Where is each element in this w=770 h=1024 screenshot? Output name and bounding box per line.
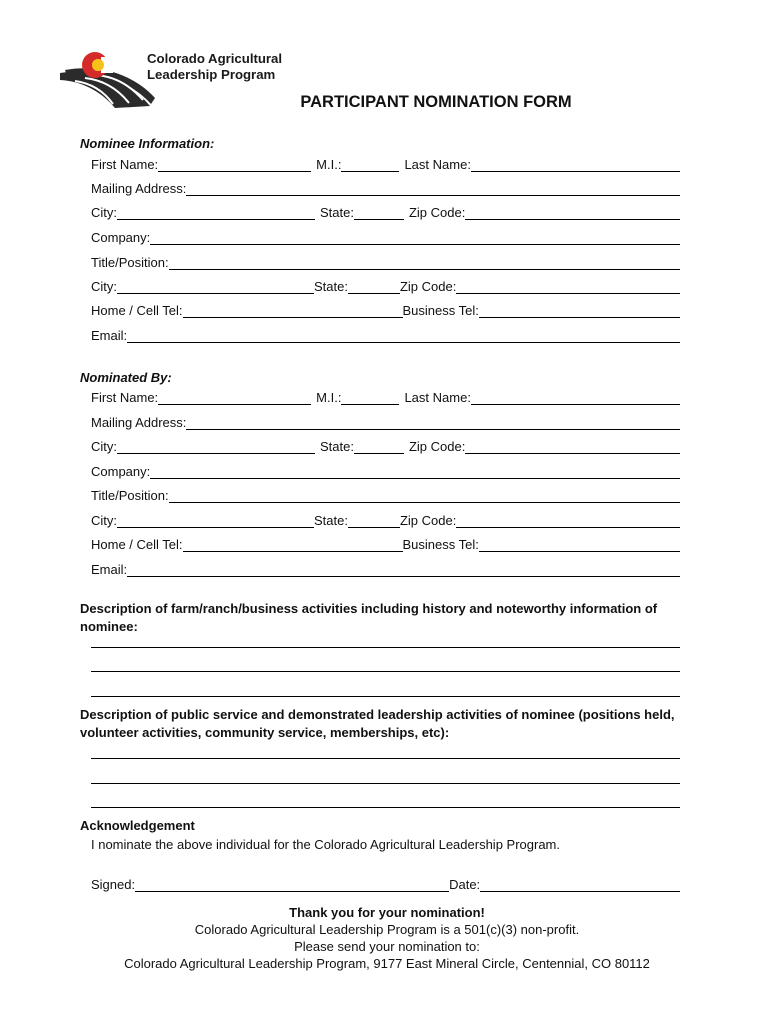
email-label: Email: <box>91 328 128 343</box>
home-cell-label: Home / Cell Tel: <box>91 303 183 318</box>
nominee-city2-field[interactable] <box>117 279 314 294</box>
nominator-business-tel-field[interactable] <box>479 537 680 552</box>
nominee-mailing-field[interactable] <box>186 181 680 196</box>
nominee-company-row <box>91 227 680 245</box>
farm-ranch-answer-line[interactable] <box>91 671 680 672</box>
nominator-city2-row <box>91 510 680 528</box>
nominee-phone-row <box>91 300 680 318</box>
org-name-line1: Colorado Agricultural <box>147 51 283 66</box>
nominator-zip-field[interactable] <box>465 439 680 454</box>
org-name-line2: Leadership Program <box>147 67 276 82</box>
nominator-company-row <box>91 461 680 479</box>
company-label: Company: <box>91 464 151 479</box>
signature-row <box>91 874 680 892</box>
nominator-email-row <box>91 559 680 577</box>
home-cell-label: Home / Cell Tel: <box>91 537 183 552</box>
farm-ranch-description-prompt: Description of farm/ranch/business activities including history and noteworthy information of nominee: <box>80 601 658 634</box>
public-service-answer-line[interactable] <box>91 758 680 759</box>
nominee-mailing-row <box>91 178 680 196</box>
first-name-label: First Name: <box>91 390 159 405</box>
org-name <box>147 51 282 83</box>
form-title: PARTICIPANT NOMINATION FORM <box>300 93 572 111</box>
nonprofit-text: Colorado Agricultural Leadership Program is a 501(c)(3) non-profit. <box>194 922 580 937</box>
signed-label: Signed: <box>91 877 136 892</box>
last-name-label: Last Name: <box>404 390 471 405</box>
nominee-first-name-field[interactable] <box>158 157 311 172</box>
nominee-mi-field[interactable] <box>341 157 399 172</box>
city-label: City: <box>91 513 117 528</box>
title-position-label: Title/Position: <box>91 488 169 503</box>
first-name-label: First Name: <box>91 157 159 172</box>
signature-field[interactable] <box>135 877 449 892</box>
nominator-city-field[interactable] <box>117 439 315 454</box>
state-label: State: <box>320 439 354 454</box>
business-tel-label: Business Tel: <box>402 303 479 318</box>
nominee-title-row <box>91 252 680 270</box>
nominator-title-field[interactable] <box>169 488 680 503</box>
zip-label: Zip Code: <box>408 205 466 220</box>
nominator-home-cell-field[interactable] <box>183 537 403 552</box>
nominee-heading: Nominee Information: <box>80 136 215 151</box>
mi-label: M.I.: <box>316 157 342 172</box>
nominee-city-row <box>91 202 680 220</box>
city-label: City: <box>91 205 117 220</box>
nominee-city2-row <box>91 276 680 294</box>
last-name-label: Last Name: <box>404 157 471 172</box>
nominee-title-field[interactable] <box>169 255 680 270</box>
nominator-phone-row <box>91 534 680 552</box>
nominator-state2-field[interactable] <box>348 513 400 528</box>
date-label: Date: <box>449 877 481 892</box>
city-label: City: <box>91 279 117 294</box>
nominator-heading: Nominated By: <box>80 370 172 385</box>
nominee-last-name-field[interactable] <box>471 157 680 172</box>
zip-label: Zip Code: <box>399 513 457 528</box>
nominator-zip2-field[interactable] <box>456 513 680 528</box>
nominee-business-tel-field[interactable] <box>479 303 680 318</box>
public-service-answer-line[interactable] <box>91 807 680 808</box>
nominator-company-field[interactable] <box>150 464 680 479</box>
nominator-email-field[interactable] <box>127 562 680 577</box>
mailing-label: Mailing Address: <box>91 415 187 430</box>
nominee-name-row <box>91 154 680 172</box>
nominator-title-row <box>91 485 680 503</box>
thank-you-text: Thank you for your nomination! <box>289 905 485 920</box>
nominator-mailing-row <box>91 412 680 430</box>
date-field[interactable] <box>480 877 680 892</box>
nominee-email-field[interactable] <box>127 328 680 343</box>
mailing-label: Mailing Address: <box>91 181 187 196</box>
state-label: State: <box>314 513 348 528</box>
nominee-city-field[interactable] <box>117 205 315 220</box>
business-tel-label: Business Tel: <box>402 537 479 552</box>
email-label: Email: <box>91 562 128 577</box>
farm-ranch-answer-line[interactable] <box>91 696 680 697</box>
nominee-state2-field[interactable] <box>348 279 400 294</box>
nominator-last-name-field[interactable] <box>471 390 680 405</box>
nominee-home-cell-field[interactable] <box>183 303 403 318</box>
nominee-zip2-field[interactable] <box>456 279 680 294</box>
zip-label: Zip Code: <box>408 439 466 454</box>
acknowledgement-heading: Acknowledgement <box>80 818 195 833</box>
nominator-city2-field[interactable] <box>117 513 314 528</box>
company-label: Company: <box>91 230 151 245</box>
mi-label: M.I.: <box>316 390 342 405</box>
nominator-first-name-field[interactable] <box>158 390 311 405</box>
title-position-label: Title/Position: <box>91 255 169 270</box>
nominator-state-field[interactable] <box>354 439 404 454</box>
nominee-zip-field[interactable] <box>465 205 680 220</box>
public-service-description-prompt: Description of public service and demonstrated leadership activities of nominee (positions held, volunteer activities, community service, memberships, etc): <box>80 707 675 740</box>
nominee-state-field[interactable] <box>354 205 404 220</box>
nominee-email-row <box>91 325 680 343</box>
nominee-company-field[interactable] <box>150 230 680 245</box>
farm-ranch-answer-line[interactable] <box>91 647 680 648</box>
state-label: State: <box>314 279 348 294</box>
acknowledgement-statement: I nominate the above individual for the Colorado Agricultural Leadership Program. <box>91 837 560 852</box>
nominator-name-row <box>91 387 680 405</box>
zip-label: Zip Code: <box>399 279 457 294</box>
send-to-text: Please send your nomination to: <box>294 939 480 954</box>
public-service-answer-line[interactable] <box>91 783 680 784</box>
city-label: City: <box>91 439 117 454</box>
nominator-mi-field[interactable] <box>341 390 399 405</box>
state-label: State: <box>320 205 354 220</box>
nominator-city-row <box>91 436 680 454</box>
mailing-address-text: Colorado Agricultural Leadership Program, 9177 East Mineral Circle, Centennial, CO 80112 <box>124 956 650 971</box>
footer <box>0 904 770 972</box>
nominator-mailing-field[interactable] <box>186 415 680 430</box>
